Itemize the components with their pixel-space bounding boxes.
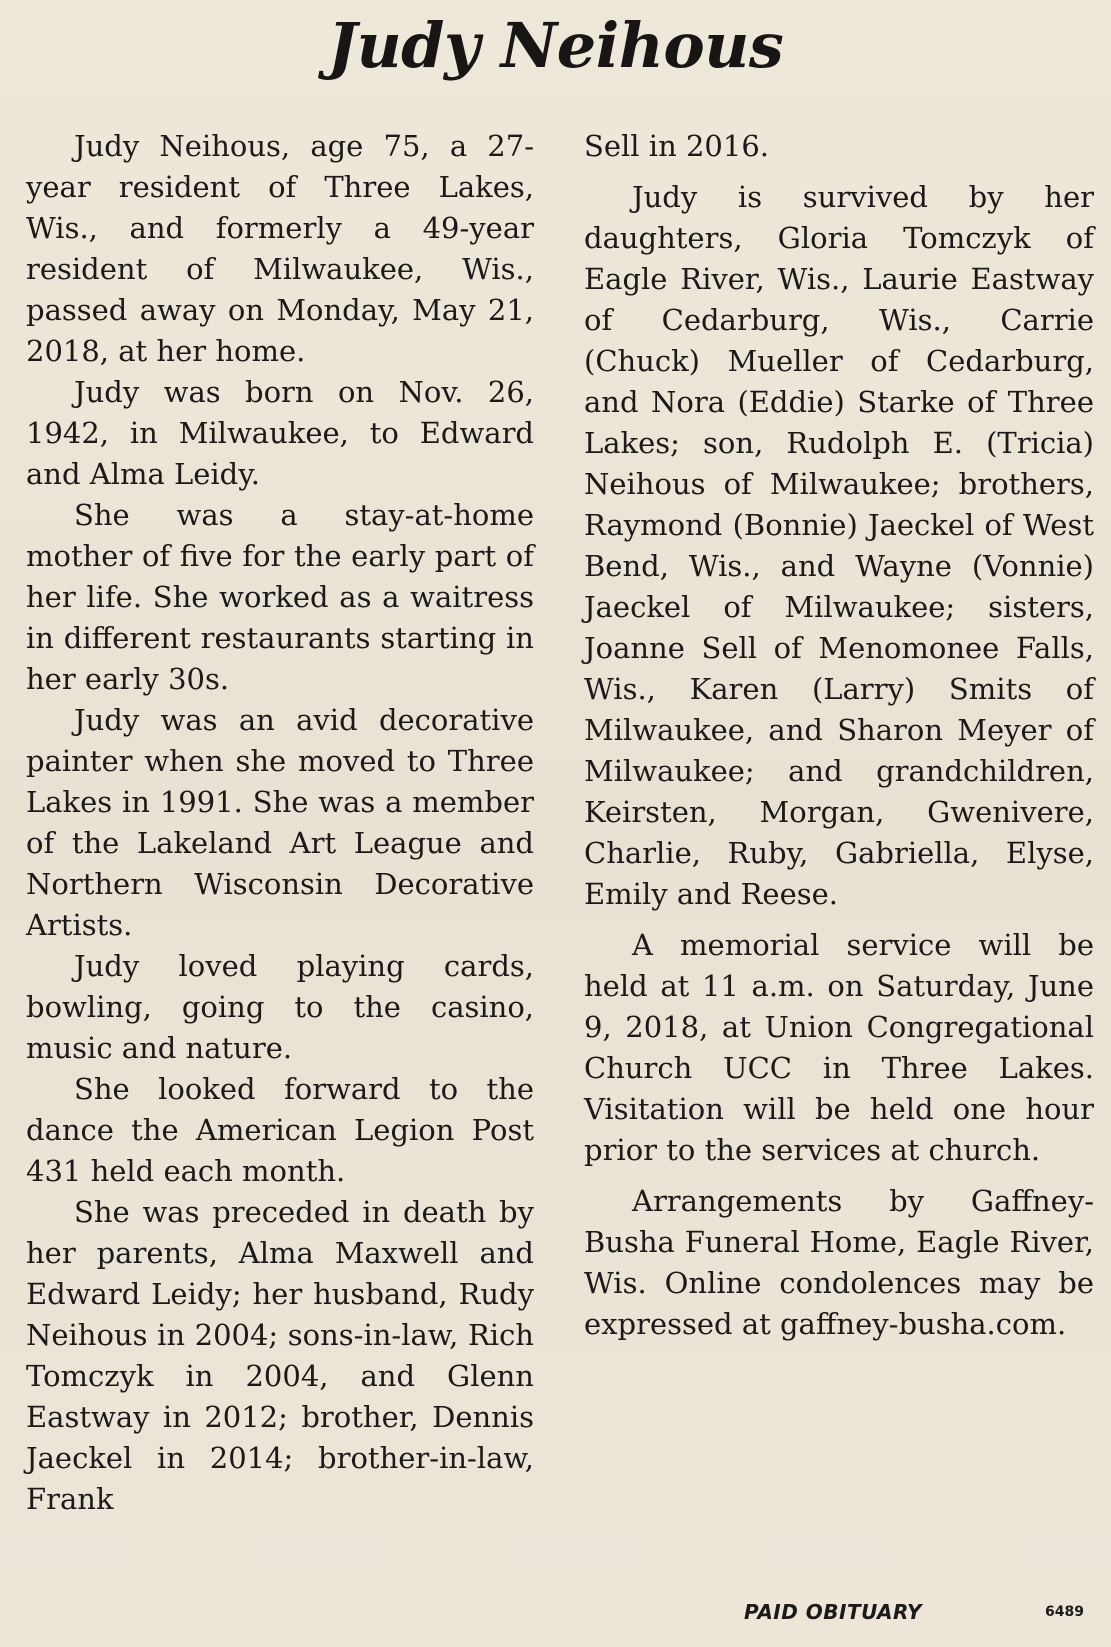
obituary-paragraph: Sell in 2016.	[584, 129, 769, 163]
obituary-paragraph: A memorial service will be held at 11 a.m. on Saturday, June 9, 2018, at Union Congregational Church UCC in Three Lakes. Visitation will be held one hour prior to the services at church.	[584, 928, 1094, 1167]
obituary-paragraph: She was preceded in death by her parents, Alma Maxwell and Edward Leidy; her husband, Rudy Neihous in 2004; sons-in-law, Rich Tomczyk in 2004, and Glenn Eastway in 2012; brother, Dennis Jaeckel in 2014; brother-in-law, Frank	[26, 1195, 534, 1516]
right-column	[584, 126, 1094, 1345]
obituary-paragraph: Judy Neihous, age 75, a 27-year resident of Three Lakes, Wis., and formerly a 49-year resident of Milwaukee, Wis., passed away on Monday, May 21, 2018, at her home.	[26, 129, 534, 368]
ad-code: 6489	[1045, 1604, 1084, 1620]
obituary-paragraph: Judy was an avid decorative painter when she moved to Three Lakes in 1991. She was a member of the Lakeland Art League and Northern Wisconsin Decorative Artists.	[26, 703, 534, 942]
paid-obituary-label: PAID OBITUARY	[744, 1600, 923, 1624]
left-column	[26, 126, 534, 1520]
obituary-paragraph: She looked forward to the dance the American Legion Post 431 held each month.	[26, 1072, 534, 1188]
obituary-paragraph: Arrangements by Gaffney-Busha Funeral Home, Eagle River, Wis. Online condolences may be expressed at gaffney-busha.com.	[584, 1184, 1094, 1341]
obituary-footer	[584, 1598, 1094, 1628]
obituary-paragraph: Judy was born on Nov. 26, 1942, in Milwaukee, to Edward and Alma Leidy.	[26, 375, 534, 491]
obituary-paragraph: She was a stay-at-home mother of five for the early part of her life. She worked as a waitress in different restaurants starting in her early 30s.	[26, 498, 534, 696]
obituary-paragraph: Judy is survived by her daughters, Gloria Tomczyk of Eagle River, Wis., Laurie Eastway of Cedarburg, Wis., Carrie (Chuck) Mueller of Cedarburg, and Nora (Eddie) Starke of Three Lakes; son, Rudolph E. (Tricia) Neihous of Milwaukee; brothers, Raymond (Bonnie) Jaeckel of West Bend, Wis., and Wayne (Vonnie) Jaeckel of Milwaukee; sisters, Joanne Sell of Menomonee Falls, Wis., Karen (Larry) Smits of Milwaukee, and Sharon Meyer of Milwaukee; and grandchildren, Keirsten, Morgan, Gwenivere, Charlie, Ruby, Gabriella, Elyse, Emily and Reese.	[584, 180, 1094, 911]
obituary-title: Judy Neihous	[327, 9, 784, 82]
obituary-paragraph: Judy loved playing cards, bowling, going to the casino, music and nature.	[26, 949, 534, 1065]
